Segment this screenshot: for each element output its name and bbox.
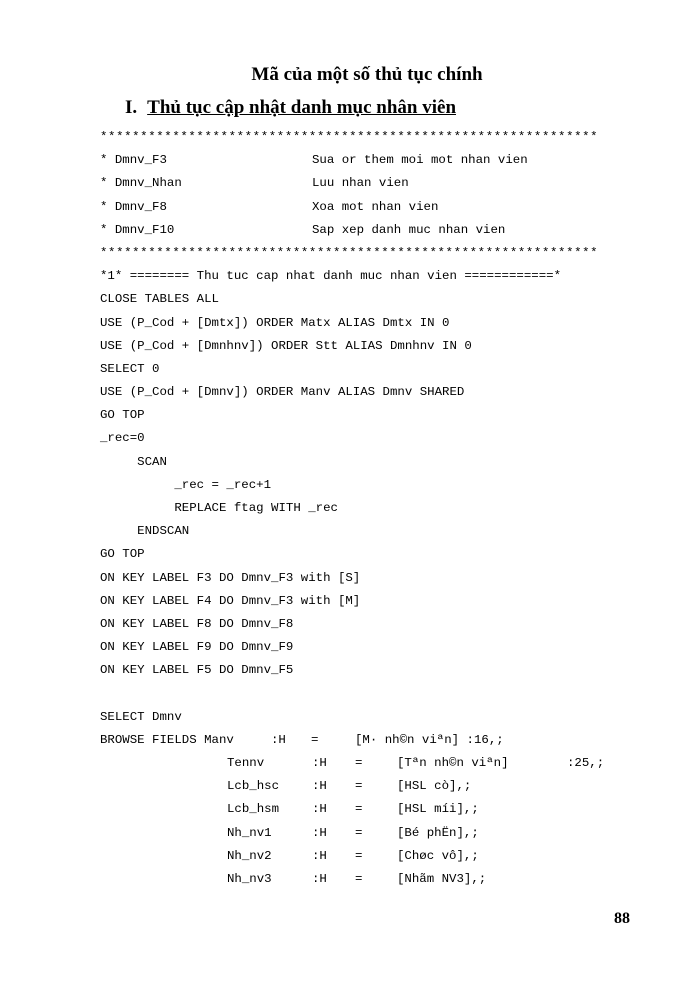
section-number: I. [125, 97, 138, 118]
code-line: GO TOP [100, 547, 145, 562]
menu-key: * Dmnv_Nhan [100, 176, 182, 191]
field-eq: = [355, 802, 363, 817]
field-name: Lcb_hsm [227, 802, 280, 817]
menu-desc: Xoa mot nhan vien [312, 199, 439, 214]
field-opt: :H [312, 848, 327, 863]
code-line: ON KEY LABEL F9 DO Dmnv_F9 [100, 640, 294, 655]
field-opt: :H [312, 756, 327, 771]
section-heading [125, 97, 456, 119]
browse-field-line [100, 822, 660, 845]
code-line: _rec=0 [100, 431, 145, 446]
field-eq: = [355, 756, 363, 771]
code-line: USE (P_Cod + [Dmnv]) ORDER Manv ALIAS Dmnv SHARED [100, 385, 465, 400]
browse-field-line [100, 775, 660, 798]
code-line: USE (P_Cod + [Dmnhnv]) ORDER Stt ALIAS Dmnhnv IN 0 [100, 338, 472, 353]
section-title: Thủ tục cập nhật danh mục nhân viên [147, 97, 457, 118]
field-name: Nh_nv3 [227, 872, 272, 886]
browse-field-line [100, 798, 660, 821]
code-line: ON KEY LABEL F5 DO Dmnv_F5 [100, 663, 294, 678]
browse-opt: :H [271, 732, 286, 747]
field-opt: :H [312, 872, 327, 886]
page-title: Mã của một số thủ tục chính [251, 64, 483, 85]
field-eq: = [355, 825, 363, 840]
field-opt: :H [312, 825, 327, 840]
field-name: Nh_nv2 [227, 848, 272, 863]
menu-desc: Luu nhan vien [312, 176, 409, 191]
menu-line [100, 196, 660, 219]
field-label: [Bé phËn],; [397, 825, 479, 840]
page-number: 88 [614, 910, 630, 927]
code-line: GO TOP [100, 408, 145, 423]
field-name: Tennv [227, 756, 265, 771]
browse-prefix: BROWSE FIELDS Manv [100, 732, 234, 747]
browse-field-line [100, 752, 660, 775]
field-eq: = [355, 872, 363, 886]
code-line: SELECT Dmnv [100, 709, 182, 724]
field-opt: :H [312, 779, 327, 794]
menu-key: * Dmnv_F3 [100, 153, 167, 168]
browse-eq: = [311, 732, 319, 747]
field-label: [HSL míi],; [397, 802, 479, 817]
field-name: Nh_nv1 [227, 825, 272, 840]
code-line: ON KEY LABEL F3 DO Dmnv_F3 with [S] [100, 570, 361, 585]
browse-line [100, 729, 660, 752]
code-block [100, 126, 660, 891]
code-line: ON KEY LABEL F8 DO Dmnv_F8 [100, 616, 294, 631]
field-eq: = [355, 779, 363, 794]
code-line: USE (P_Cod + [Dmtx]) ORDER Matx ALIAS Dmtx IN 0 [100, 315, 450, 330]
field-name: Lcb_hsc [227, 779, 280, 794]
field-label: [Chøc vô],; [397, 848, 479, 863]
blank-line [100, 683, 660, 706]
menu-line [100, 219, 660, 242]
menu-key: * Dmnv_F10 [100, 222, 175, 237]
field-width: :25,; [567, 756, 605, 771]
code-line: ON KEY LABEL F4 DO Dmnv_F3 with [M] [100, 593, 361, 608]
menu-desc: Sap xep danh muc nhan vien [312, 222, 506, 237]
menu-desc: Sua or them moi mot nhan vien [312, 153, 528, 168]
code-line: SELECT 0 [100, 361, 160, 376]
separator-line: ************************************************************** [100, 245, 599, 260]
field-label: [Tªn nh©n viªn] [397, 756, 509, 771]
code-line: _rec = _rec+1 [100, 477, 272, 492]
code-line: SCAN [100, 454, 167, 469]
field-eq: = [355, 848, 363, 863]
menu-line [100, 172, 660, 195]
menu-line [100, 149, 660, 172]
browse-field-line [100, 845, 660, 868]
menu-key: * Dmnv_F8 [100, 199, 167, 214]
code-line: CLOSE TABLES ALL [100, 292, 219, 307]
separator-line: ************************************************************** [100, 130, 599, 144]
code-line: REPLACE ftag WITH _rec [100, 501, 338, 515]
code-line: *1* ======== Thu tuc cap nhat danh muc nhan vien ============* [100, 269, 562, 284]
field-label: [HSL cò],; [397, 779, 472, 794]
browse-label: [M· nh©n viªn] :16,; [355, 732, 504, 747]
field-opt: :H [312, 802, 327, 817]
browse-field-line [100, 868, 660, 891]
field-label: [Nhãm NV3],; [397, 872, 487, 886]
code-line: ENDSCAN [100, 524, 190, 539]
